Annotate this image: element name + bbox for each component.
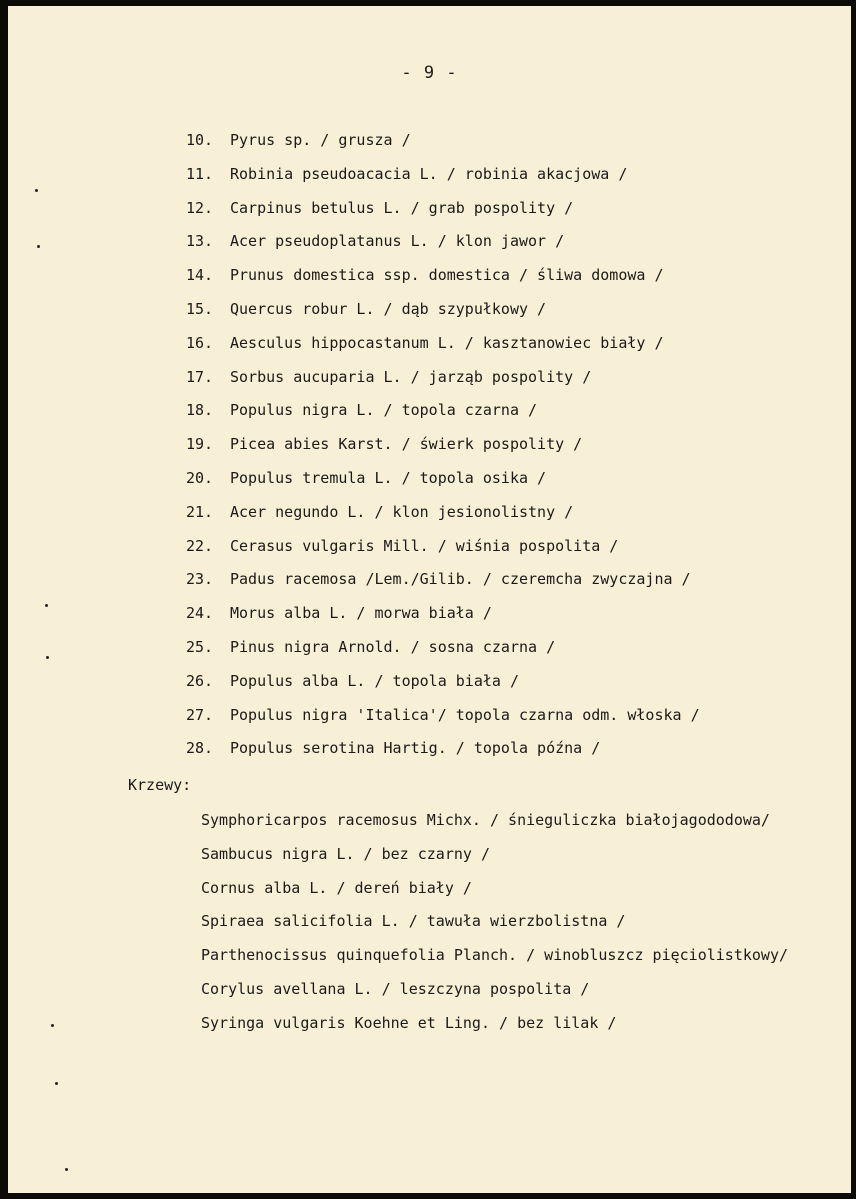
paper-speck [45,604,48,607]
list-item [186,225,700,259]
list-item [186,665,700,699]
item-text: Carpinus betulus L. / grab pospolity / [230,198,574,217]
item-text: Acer negundo L. / klon jesionolistny / [230,502,574,521]
list-item [186,563,700,597]
item-number: 26. [186,671,214,690]
item-text: Acer pseudoplatanus L. / klon jawor / [230,232,565,251]
item-number: 12. [186,198,214,217]
list-item [186,530,700,564]
item-text: Picea abies Karst. / świerk pospolity / [230,435,583,454]
item-text: Populus nigra 'Italica'/ topola czarna odm. włoska / [230,705,700,724]
item-text: Padus racemosa /Lem./Gilib. / czeremcha zwyczajna / [230,570,691,589]
item-number: 10. [186,131,214,149]
item-text: Quercus robur L. / dąb szypułkowy / [230,299,547,318]
paper-speck [46,656,49,659]
item-text: Robinia pseudoacacia L. / robinia akacjowa / [230,164,628,183]
list-item [186,293,700,327]
list-item [186,699,700,733]
list-item: Parthenocissus quinquefolia Planch. / winobluszcz pięciolistkowy/ [201,946,788,965]
paper-speck [55,1082,58,1085]
paper-speck [37,245,40,248]
list-item: Corylus avellana L. / leszczyna pospolita / [201,979,590,998]
page-number: - 9 - [401,63,458,83]
list-item [186,124,700,158]
list-item: Cornus alba L. / dereń biały / [201,878,472,897]
tree-species-list [186,124,700,766]
item-number: 20. [186,468,214,487]
shrub-species-list [201,804,788,1041]
list-item [186,597,700,631]
list-item [186,394,700,428]
item-number: 24. [186,604,214,623]
item-number: 28. [186,739,214,758]
item-number: 22. [186,536,214,555]
item-text: Morus alba L. / morwa biała / [230,604,492,623]
paper-speck [51,1024,54,1027]
item-number: 25. [186,637,214,656]
item-text: Aesculus hippocastanum L. / kasztanowiec biały / [230,333,664,352]
item-number: 11. [186,164,214,183]
item-text: Populus serotina Hartig. / topola późna / [230,739,601,758]
list-item: Syringa vulgaris Koehne et Ling. / bez lilak / [201,1013,617,1032]
item-number: 27. [186,705,214,724]
item-text: Populus nigra L. / topola czarna / [230,401,538,420]
item-text: Populus alba L. / topola biała / [230,671,519,690]
item-number: 17. [186,367,214,386]
document-page [8,6,851,1193]
list-item [186,327,700,361]
item-number: 19. [186,435,214,454]
list-item [186,361,700,395]
list-item [186,192,700,226]
item-text: Pyrus sp. / grusza / [230,131,411,149]
list-item [186,259,700,293]
shrubs-heading: Krzewy: [128,776,192,794]
item-number: 16. [186,333,214,352]
item-number: 14. [186,266,214,285]
item-text: Populus tremula L. / topola osika / [230,468,547,487]
item-number: 21. [186,502,214,521]
item-text: Sorbus aucuparia L. / jarząb pospolity / [230,367,592,386]
list-item: Sambucus nigra L. / bez czarny / [201,844,490,863]
item-text: Pinus nigra Arnold. / sosna czarna / [230,637,556,656]
list-item [186,732,700,766]
item-text: Cerasus vulgaris Mill. / wiśnia pospolita / [230,536,619,555]
list-item: Symphoricarpos racemosus Michx. / śnieguliczka białojagododowa/ [201,811,770,829]
list-item [186,428,700,462]
item-number: 15. [186,299,214,318]
list-item [186,158,700,192]
list-item [186,496,700,530]
list-item [186,631,700,665]
item-number: 23. [186,570,214,589]
list-item [186,462,700,496]
paper-speck [35,189,38,192]
paper-speck [65,1168,68,1171]
item-number: 13. [186,232,214,251]
item-text: Prunus domestica ssp. domestica / śliwa domowa / [230,266,664,285]
list-item: Spiraea salicifolia L. / tawuła wierzbolistna / [201,912,626,931]
item-number: 18. [186,401,214,420]
